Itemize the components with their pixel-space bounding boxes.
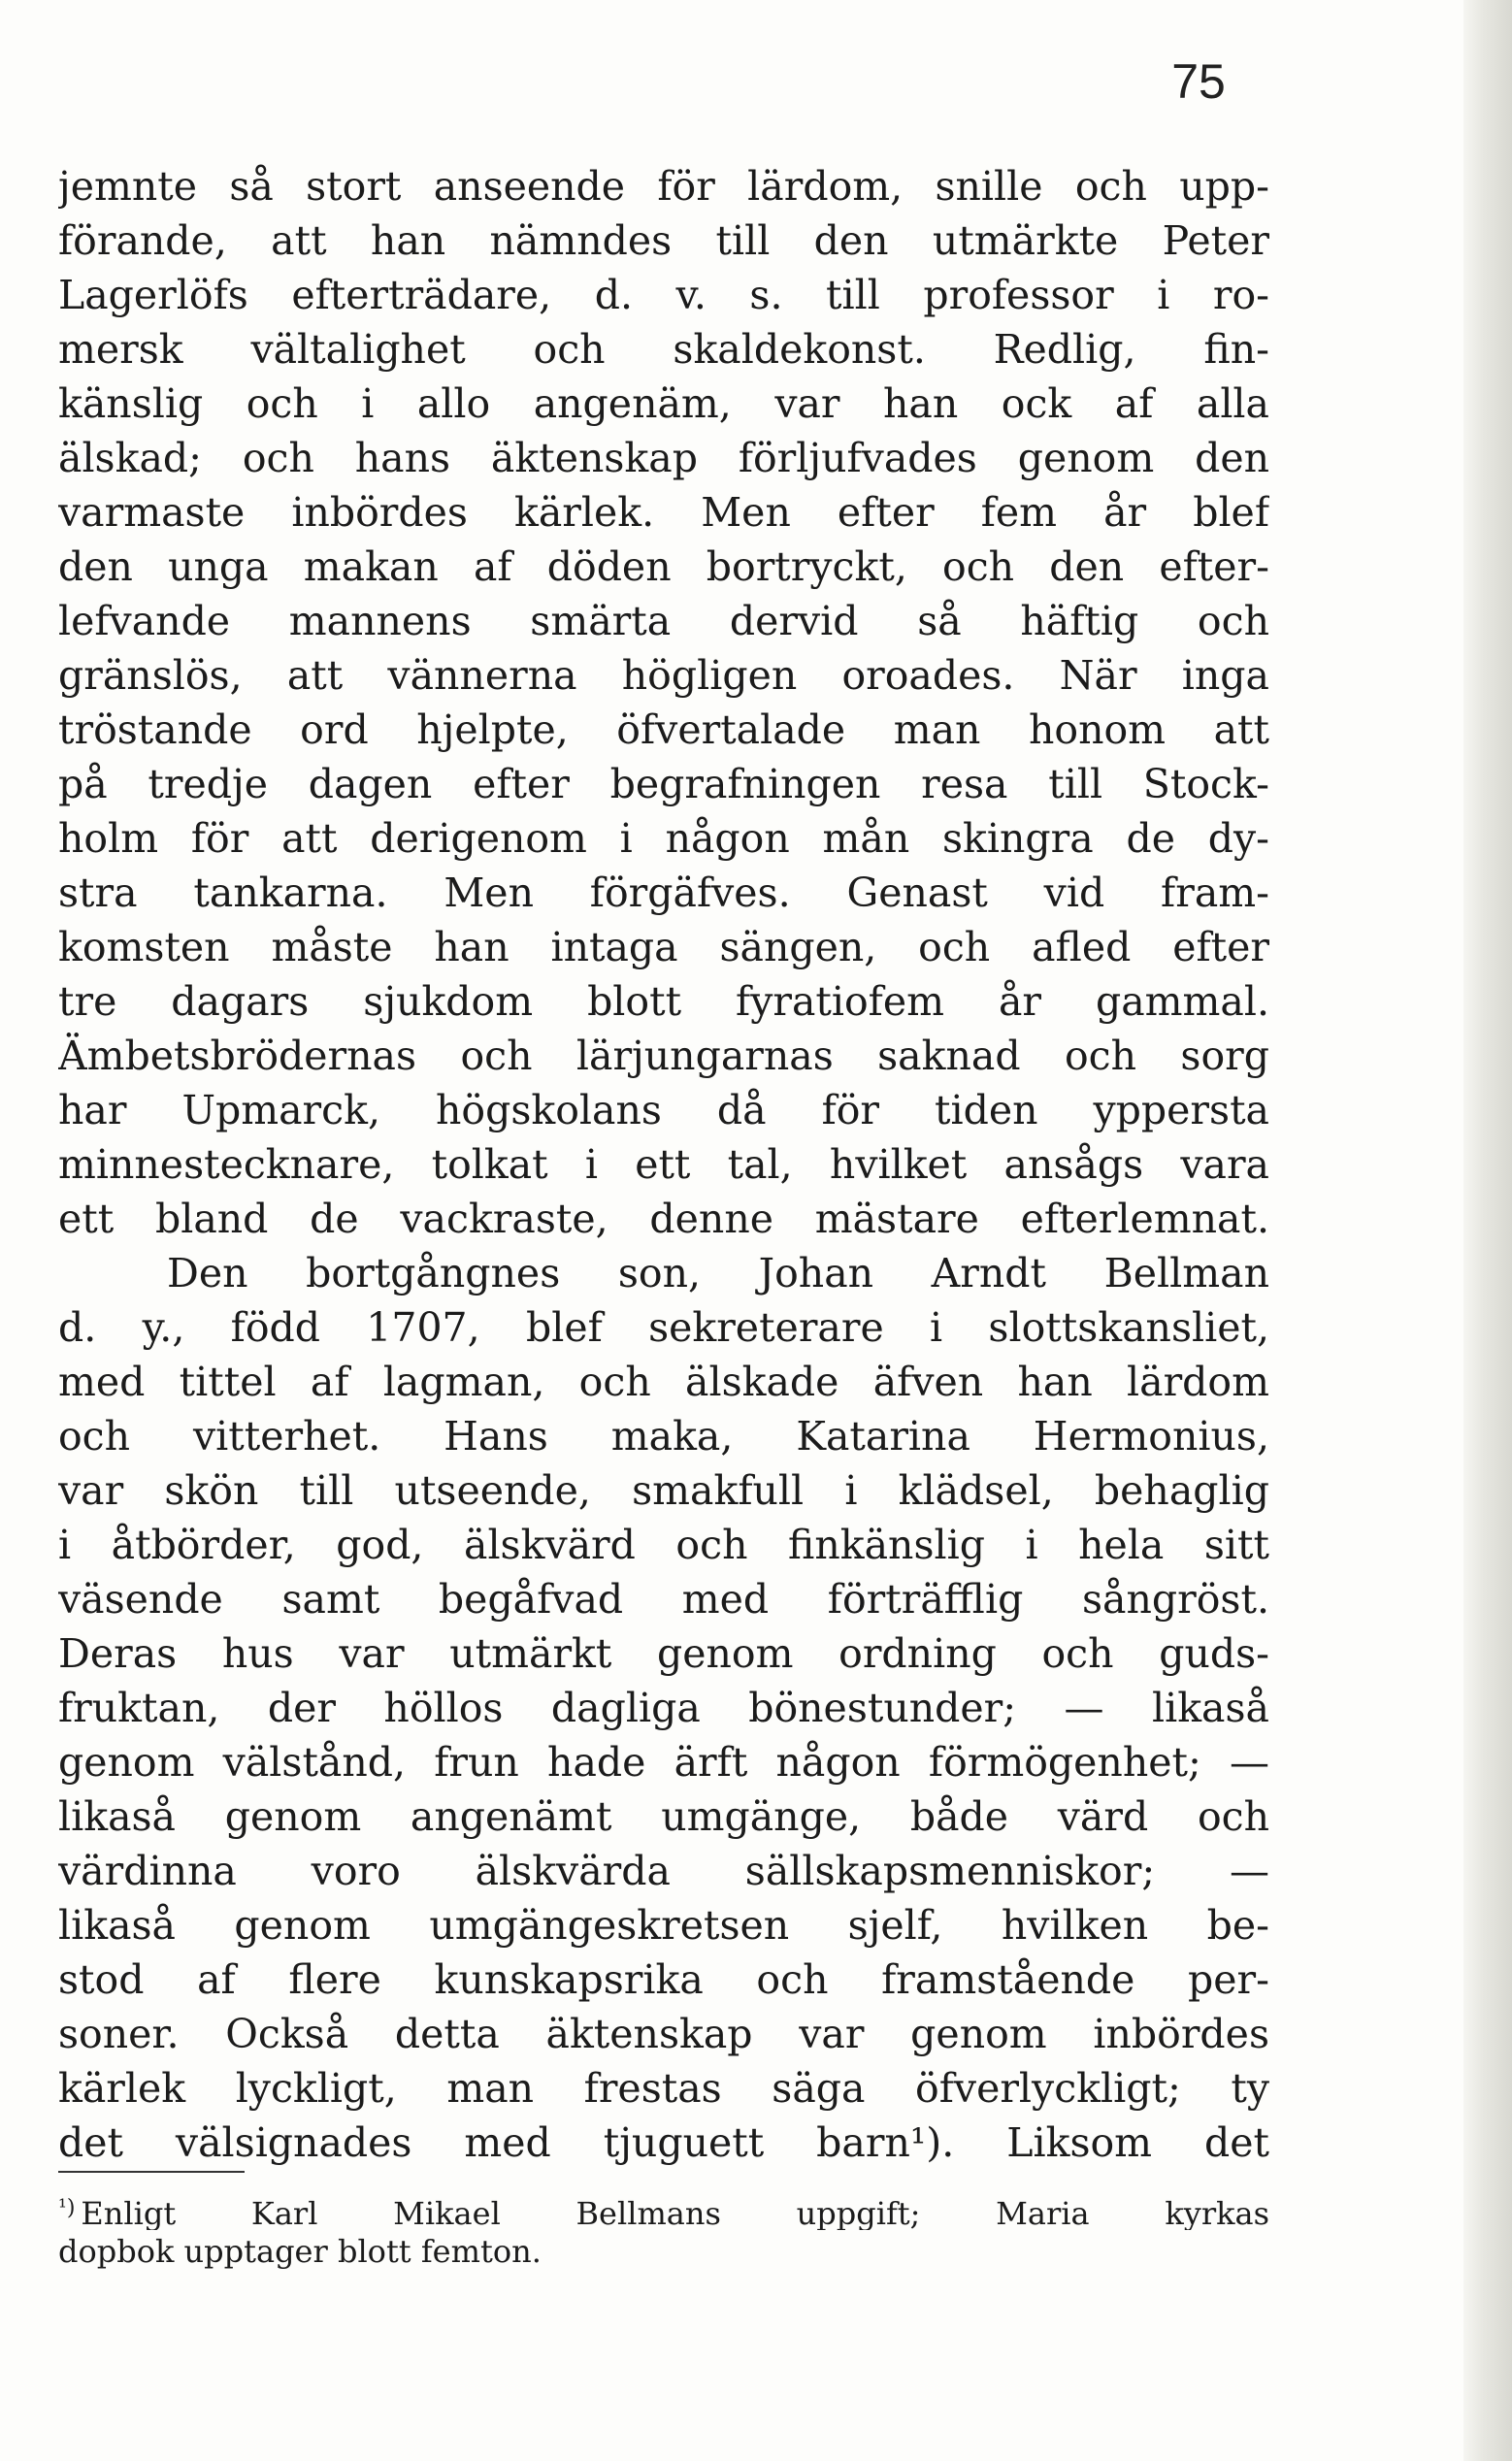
text-line: genom välstånd, frun hade ärft någon förmögenhet; —	[58, 1739, 1269, 1786]
text-line: minnestecknare, tolkat i ett tal, hvilket ansågs vara	[58, 1141, 1269, 1188]
text-line: var skön till utseende, smakfull i klädsel, behaglig	[58, 1467, 1269, 1514]
text-line: soner. Också detta äktenskap var genom inbördes	[58, 2011, 1269, 2057]
text-line: mersk vältalighet och skaldekonst. Redlig, fin-	[58, 326, 1269, 373]
text-line: fruktan, der höllos dagliga bönestunder; — likaså	[58, 1685, 1269, 1731]
text-line: Ämbetsbrödernas och lärjungarnas saknad och sorg	[58, 1033, 1269, 1079]
text-line: med tittel af lagman, och älskade äfven han lärdom	[58, 1359, 1269, 1405]
text-line: jemnte så stort anseende för lärdom, snille och upp-	[58, 163, 1269, 210]
footnote-marker: ¹)	[58, 2196, 76, 2220]
text-line: stra tankarna. Men förgäfves. Genast vid fram-	[58, 870, 1269, 916]
text-line: på tredje dagen efter begrafningen resa till Stock-	[58, 761, 1269, 807]
footnote	[58, 2187, 1269, 2273]
page-edge	[1463, 0, 1512, 2461]
text-line: i åtbörder, god, älskvärd och finkänslig i hela sitt	[58, 1522, 1269, 1568]
text-line: älskad; och hans äktenskap förljufvades genom den	[58, 435, 1269, 481]
footnote-divider	[58, 2171, 245, 2173]
text-line: Deras hus var utmärkt genom ordning och guds-	[58, 1630, 1269, 1677]
text-line: har Upmarck, högskolans då för tiden yppersta	[58, 1087, 1269, 1133]
body-text	[58, 159, 1269, 2170]
text-line: likaså genom angenämt umgänge, både värd och	[58, 1793, 1269, 1840]
text-line: känslig och i allo angenäm, var han ock af alla	[58, 380, 1269, 427]
text-line: tre dagars sjukdom blott fyratiofem år gammal.	[58, 978, 1269, 1025]
text-line: holm för att derigenom i någon mån skingra de dy-	[58, 815, 1269, 862]
text-line: d. y., född 1707, blef sekreterare i slottskansliet,	[58, 1304, 1269, 1351]
text-line: och vitterhet. Hans maka, Katarina Hermonius,	[58, 1413, 1269, 1460]
text-line: stod af flere kunskapsrika och framstående per-	[58, 1956, 1269, 2003]
text-line: förande, att han nämndes till den utmärkte Peter	[58, 217, 1269, 264]
footnote-line: dopbok upptager blott femton.	[58, 2233, 542, 2270]
text-line: varmaste inbördes kärlek. Men efter fem år blef	[58, 489, 1269, 536]
text-line: kärlek lyckligt, man frestas säga öfverlyckligt; ty	[58, 2065, 1269, 2112]
text-line: väsende samt begåfvad med förträfflig sångröst.	[58, 1576, 1269, 1623]
text-line: Lagerlöfs efterträdare, d. v. s. till professor i ro-	[58, 272, 1269, 318]
text-line: likaså genom umgängeskretsen sjelf, hvilken be-	[58, 1902, 1269, 1949]
footnote-line	[58, 2187, 1269, 2230]
paragraph-start-line: Den bortgångnes son, Johan Arndt Bellman	[167, 1250, 1269, 1296]
text-line: värdinna voro älskvärda sällskapsmenniskor; —	[58, 1848, 1269, 1894]
footnote-text: Enligt Karl Mikael Bellmans uppgift; Maria kyrkas	[81, 2195, 1269, 2230]
text-line: komsten måste han intaga sängen, och afled efter	[58, 924, 1269, 970]
text-line: gränslös, att vännerna högligen oroades. När inga	[58, 652, 1269, 699]
text-line: lefvande mannens smärta dervid så häftig och	[58, 598, 1269, 644]
text-line: tröstande ord hjelpte, öfvertalade man honom att	[58, 706, 1269, 753]
page-number: 75	[1171, 54, 1226, 109]
text-line: den unga makan af döden bortryckt, och den efter-	[58, 543, 1269, 590]
text-line: ett bland de vackraste, denne mästare efterlemnat.	[58, 1196, 1269, 1242]
text-line: det välsignades med tjuguett barn¹). Liksom det	[58, 2119, 1269, 2166]
